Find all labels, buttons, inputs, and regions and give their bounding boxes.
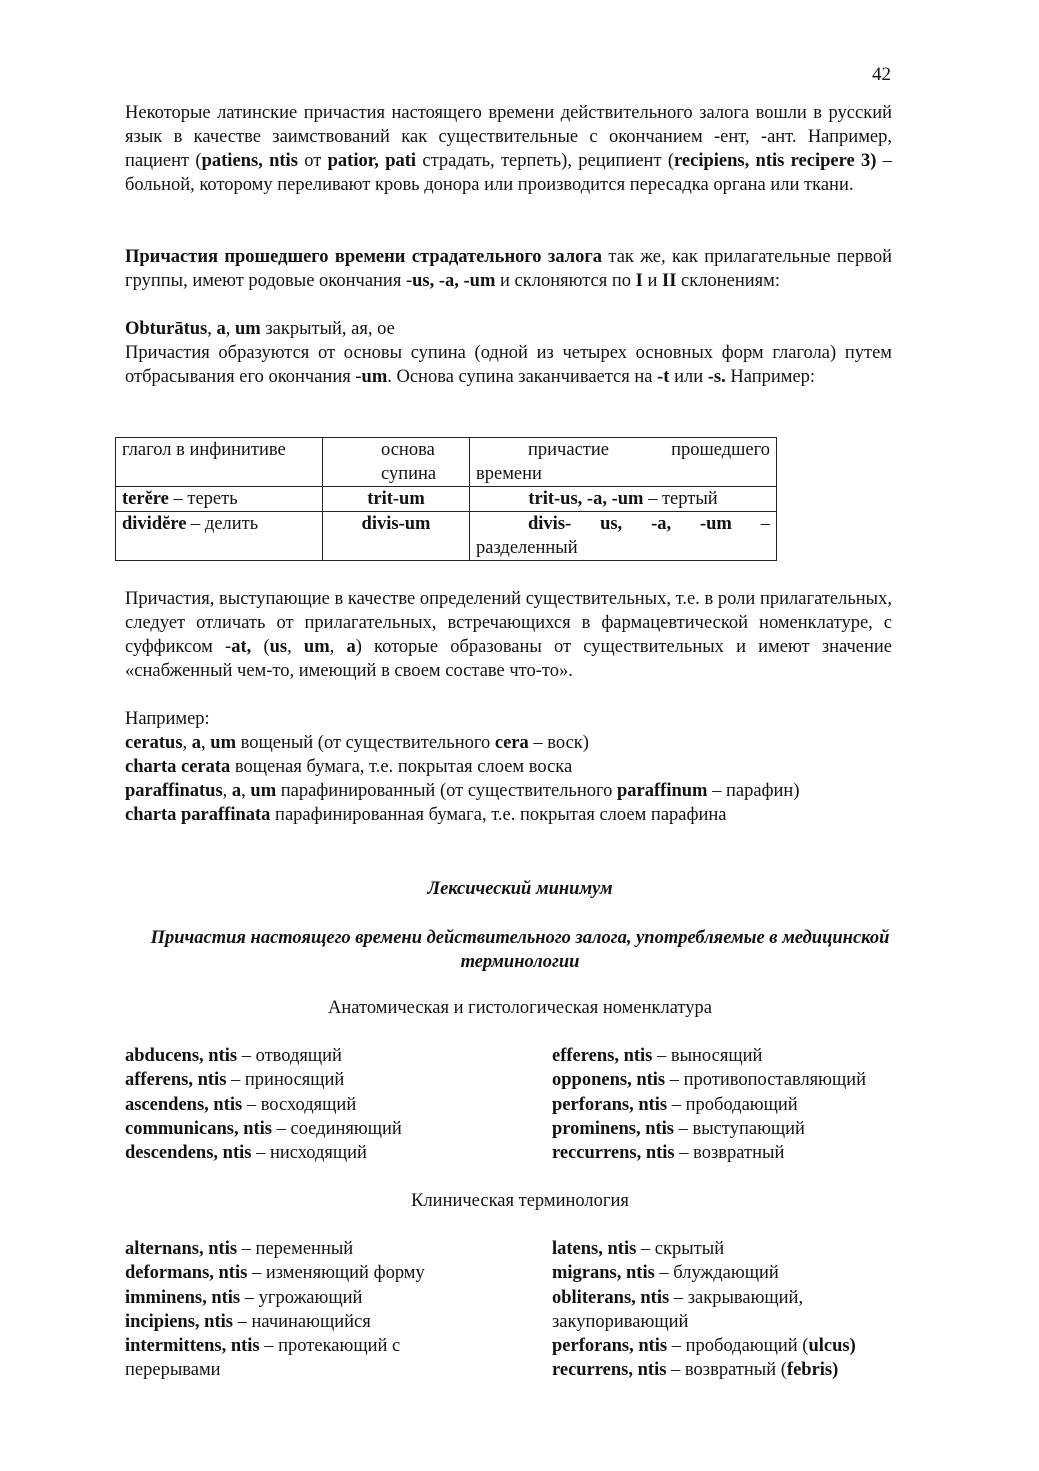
list-item: incipiens, ntis – начинающийся: [125, 1311, 371, 1332]
list-item: migrans, ntis – блуждающий: [552, 1263, 779, 1284]
list-item: перерывами: [125, 1360, 221, 1381]
table-header-row: [116, 438, 777, 487]
anatomical-terms-right: [552, 1044, 866, 1165]
table-cell-stem: trit-um: [323, 487, 470, 512]
list-item: recurrens, ntis – возвратный (febris): [552, 1360, 839, 1381]
table-header-cell: глагол в инфинитиве: [116, 438, 323, 487]
list-item: alternans, ntis – переменный: [125, 1239, 354, 1259]
list-item: latens, ntis – скрытый: [552, 1239, 725, 1259]
table-cell-stem: divis-um: [323, 512, 470, 561]
section-title-anatomical: Анатомическая и гистологическая номенклатура: [328, 998, 712, 1018]
list-item: ascendens, ntis – восходящий: [125, 1094, 357, 1115]
paragraph-supine-stem: Причастия образуются от основы супина (одной из четырех основных форм глагола) путем отбрасывания его окончания -um. Основа супина заканчивается на -t или -s. Например:: [125, 343, 892, 387]
example-line: charta paraffinata парафинированная бумага, т.е. покрытая слоем парафина: [125, 805, 727, 825]
table-cell-verb: dividĕre – делить: [116, 512, 323, 561]
list-item: deformans, ntis – изменяющий форму: [125, 1263, 425, 1284]
page-number: 42: [872, 64, 891, 85]
table-row: [116, 487, 777, 512]
list-item: perforans, ntis – прободающий (ulcus): [552, 1336, 856, 1357]
list-item: descendens, ntis – нисходящий: [125, 1143, 367, 1164]
list-item: reccurrens, ntis – возвратный: [552, 1143, 785, 1164]
clinical-terms-right: [552, 1237, 856, 1383]
paragraph-past-participles: Причастия прошедшего времени страдательного залога так же, как прилагательные первой группы, имеют родовые окончания -us, -a, -um и склоняются по I и II склонениям:: [125, 247, 893, 291]
list-item: obliterans, ntis – закрывающий,: [552, 1287, 804, 1308]
anatomical-terms-left: [125, 1044, 402, 1165]
list-item: perforans, ntis – прободающий: [552, 1094, 798, 1115]
table-header-cell: причастие прошедшего времени: [470, 438, 777, 487]
table-cell-participle: divis- us, -a, -um – разделенный: [470, 512, 777, 561]
participle-formation-table: [115, 437, 777, 561]
example-line: ceratus, a, um вощеный (от существительного cera – воск): [125, 733, 589, 753]
example-intro: Например:: [125, 709, 210, 729]
paragraph-suffix-at: Причастия, выступающие в качестве определений существительных, т.е. в роли прилагательных, следует отличать от прилагательных, встречающихся в фармацевтической номенклатуре, с суффиксом -at, (us, um, a) которые образованы от существительных и имеют значение «снабженный чем-то, имеющий в своем составе что-то».: [125, 589, 893, 681]
list-item: opponens, ntis – противопоставляющий: [552, 1070, 867, 1091]
example-obturatus: Obturātus, a, um закрытый, ая, ое: [125, 319, 395, 339]
example-line: paraffinatus, a, um парафинированный (от существительного paraffinum – парафин): [125, 781, 800, 801]
heading-lexical-minimum: Лексический минимум: [427, 879, 613, 899]
section-title-clinical: Клиническая терминология: [411, 1191, 629, 1211]
table-cell-participle: trit-us, -a, -um – тертый: [470, 487, 777, 512]
list-item: prominens, ntis – выступающий: [552, 1118, 805, 1139]
examples-block: [125, 707, 925, 827]
list-item: efferens, ntis – выносящий: [552, 1046, 763, 1066]
clinical-terms-left: [125, 1237, 425, 1383]
table-row: [116, 512, 777, 561]
paragraph-borrowed-participles: Некоторые латинские причастия настоящего времени действительного залога вошли в русский язык в качестве заимствований как существительные с окончанием -ент, -ант. Например, пациент (patiens, ntis от patior, pati страдать, терпеть), реципиент (recipiens, ntis recipere 3) – больной, которому переливают кровь донора или производится пересадка органа или ткани.: [125, 103, 892, 195]
list-item: afferens, ntis – приносящий: [125, 1070, 345, 1091]
heading-present-participles: Причастия настоящего времени действительного залога, употребляемые в медицинской терминологии: [150, 928, 890, 972]
table-header-cell: основа супина: [323, 438, 470, 487]
list-item: communicans, ntis – соединяющий: [125, 1118, 402, 1139]
list-item: intermittens, ntis – протекающий с: [125, 1336, 401, 1357]
table-cell-verb: terĕre – тереть: [116, 487, 323, 512]
list-item: закупоривающий: [552, 1311, 689, 1332]
list-item: abducens, ntis – отводящий: [125, 1046, 342, 1066]
list-item: imminens, ntis – угрожающий: [125, 1287, 363, 1308]
example-line: charta cerata вощеная бумага, т.е. покрытая слоем воска: [125, 757, 573, 777]
